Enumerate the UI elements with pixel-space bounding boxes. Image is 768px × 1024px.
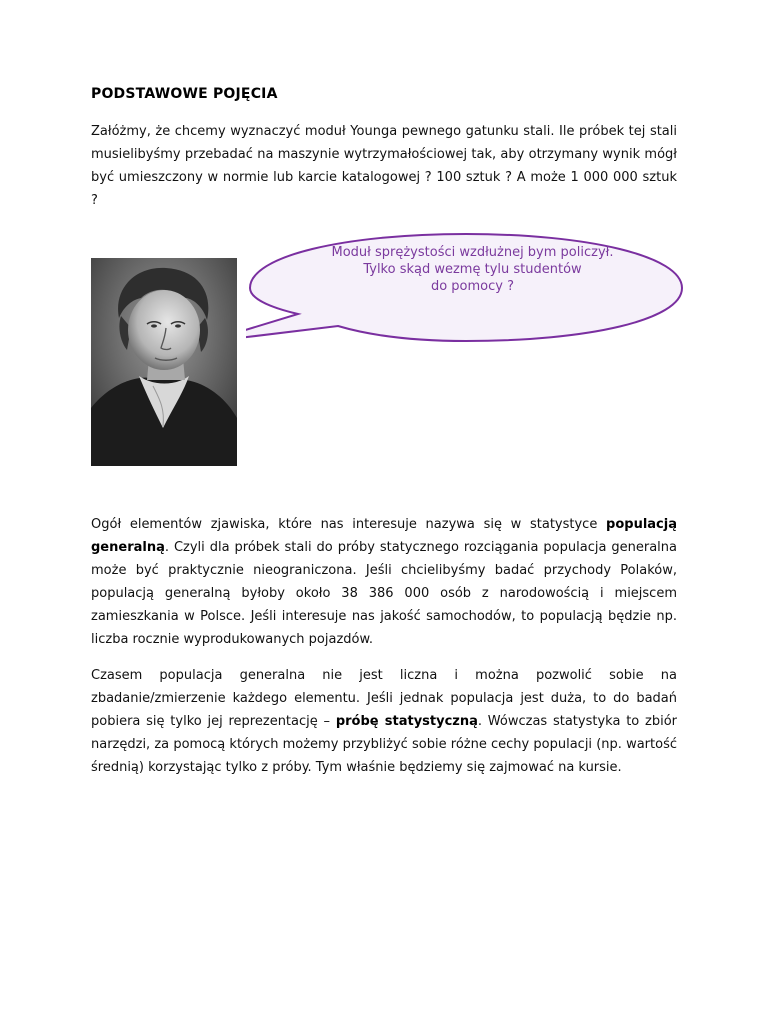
bubble-line: Moduł sprężystości wzdłużnej bym policzył. bbox=[331, 245, 614, 260]
portrait-engraving-icon bbox=[91, 258, 237, 466]
intro-line: Załóżmy, że chcemy wyznaczyć moduł Younga pewnego gatunku stali. Ile próbek tej bbox=[91, 124, 646, 139]
speech-bubble-text bbox=[290, 244, 655, 295]
sample-paragraph bbox=[91, 664, 677, 779]
sample-text: . Wówczas statystyka to zbiór narzędzi, za pomocą których możemy przybliżyć sobie różne cechy populacji (np. wartość średnią) korzystając tylko z próby. Tym właśnie będziemy się zajmować na kursie. bbox=[91, 714, 678, 775]
intro-line: wynik mógł być umieszczony w normie lub karcie katalogowej ? 100 sztuk ? A może bbox=[91, 147, 677, 185]
intro-paragraph bbox=[91, 120, 677, 212]
population-paragraph bbox=[91, 513, 677, 651]
population-text: . Czyli dla próbek stali do próby statycznego rozciągania populacja generalna może być praktycznie nieograniczona. Jeśli chcielibyśmy badać przychody Polaków, populacją generalną byłoby około 38 386 000 osób z narodowością i miejscem zamieszkania w Polsce. Jeśli interesuje nas jakość samochodów, to populacją będzie np. liczba rocznie wyprodukowanych pojazdów. bbox=[91, 540, 677, 647]
population-term: populacją generalną bbox=[91, 517, 677, 555]
bubble-line: Tylko skąd wezmę tylu studentów bbox=[363, 262, 582, 277]
sample-text: Czasem populacja generalna nie jest liczna i można pozwolić sobie na zbadanie/zmierzenie każdego elementu. Jeśli jednak populacja jest duża, to do badań pobiera się tylko jej reprezentację – bbox=[91, 668, 677, 729]
page-title: PODSTAWOWE POJĘCIA bbox=[91, 86, 278, 102]
bubble-line: do pomocy ? bbox=[430, 279, 515, 294]
intro-line: 1 000 000 sztuk ? bbox=[91, 170, 677, 208]
sample-term: próbę statystyczną bbox=[335, 714, 478, 729]
intro-line: stali musielibyśmy przebadać na maszynie wytrzymałościowej tak, aby otrzymany bbox=[91, 124, 677, 162]
population-text: Ogół elementów zjawiska, które nas interesuje nazywa się w statystyce bbox=[91, 517, 607, 532]
